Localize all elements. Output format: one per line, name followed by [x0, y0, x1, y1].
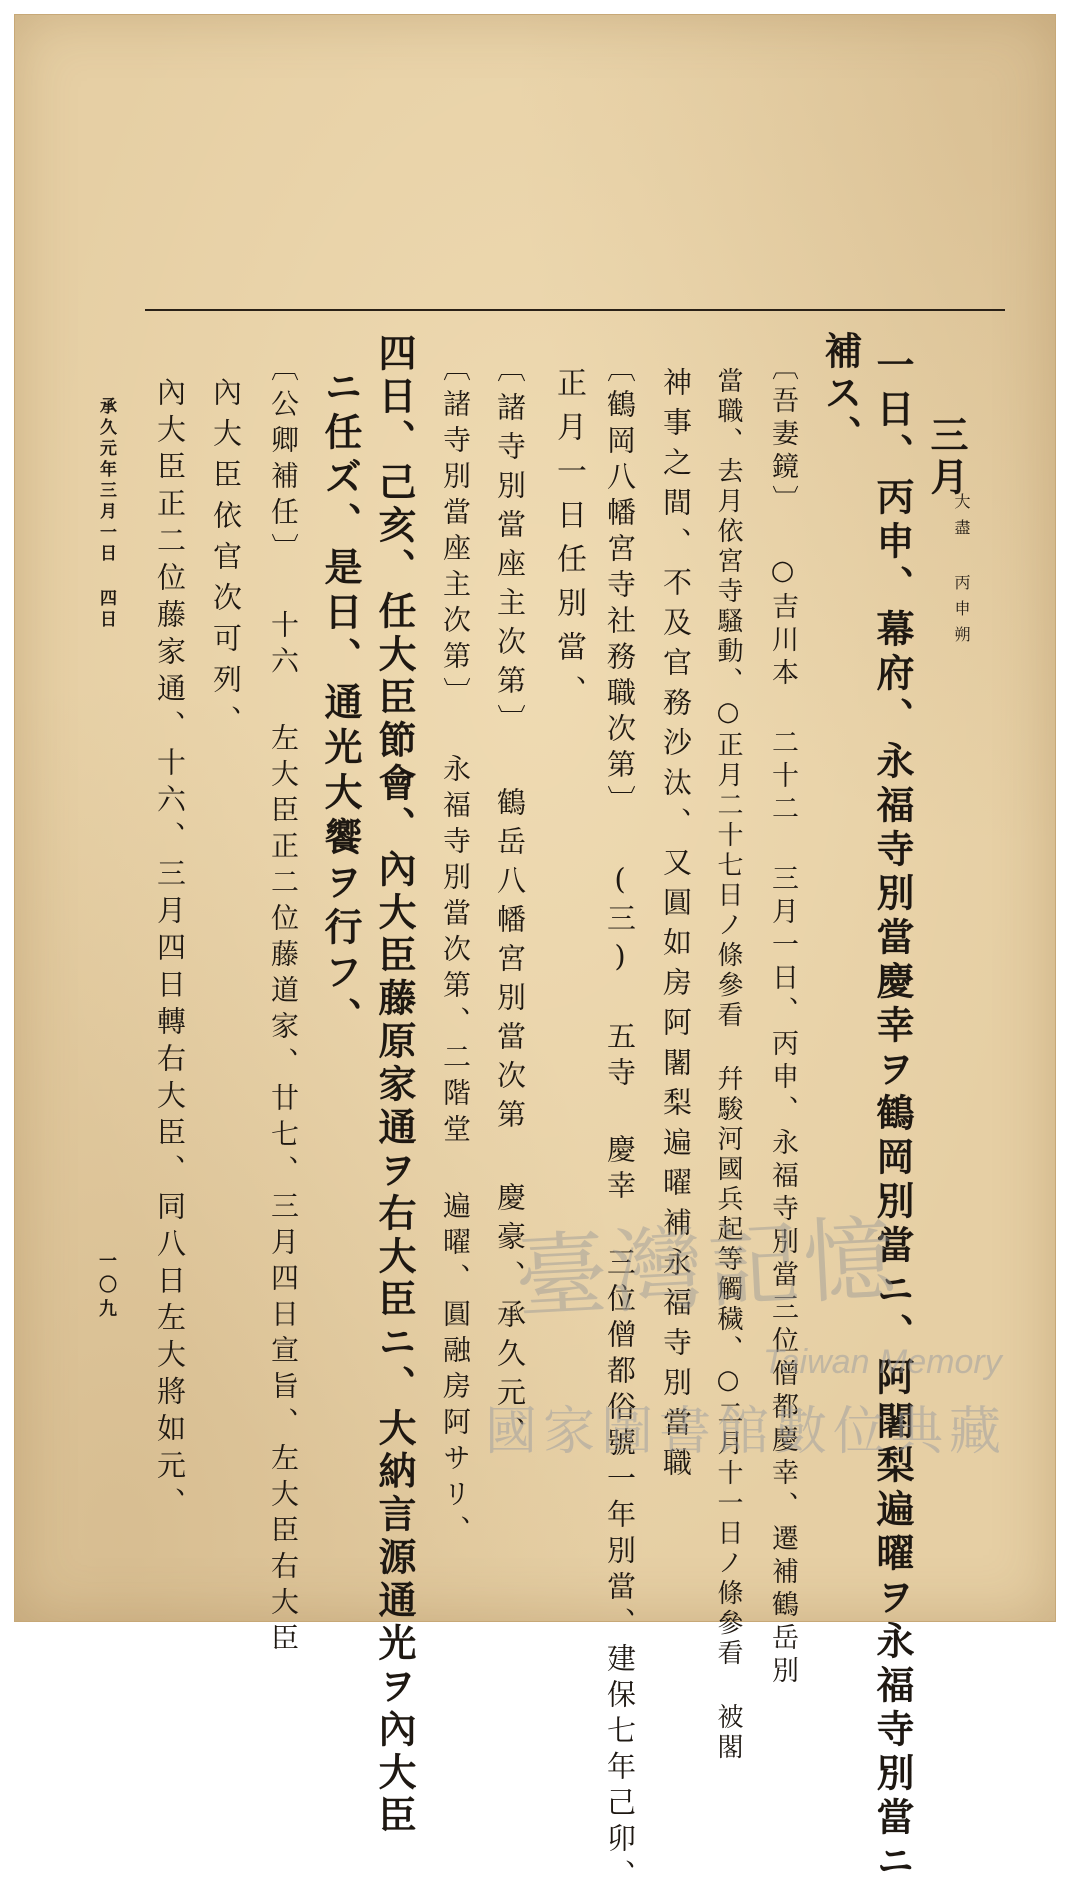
- page-number: 一〇九: [96, 1251, 117, 1323]
- text-column-1: 一日、丙申、幕府、永福寺別當慶幸ヲ鶴岡別當ニ、阿闍梨遍曜ヲ永福寺別當ニ: [870, 345, 915, 1885]
- watermark-english: Taiwan Memory: [763, 1343, 1002, 1381]
- text-column-6: 〔鶴岡八幡宮寺社務職次第〕 (三) 五寺 慶幸 三位僧都俗號一年別當、建保七年己卯、: [603, 353, 637, 1895]
- text-column-3: 〔吾妻鏡〕 ○吉川本 二十二 三月一日、丙申、永福寺別當三位僧都慶幸、遷補鶴岳別: [767, 353, 798, 1689]
- running-head: 承久元年三月一日 四日: [96, 397, 116, 631]
- text-column-10: 四日、己亥、任大臣節會、內大臣藤原家通ヲ右大臣ニ、大納言源通光ヲ內大臣: [372, 333, 417, 1838]
- text-column-14: 內大臣正二位藤家通、十六、三月四日轉右大臣、同八日左大將如元、: [153, 377, 187, 1524]
- text-column-4: 當職、去月依宮寺騷動、○正月二十七日ノ條參看 幷駿河國兵起等觸穢、○二月十一日ノ條參看 被閣: [713, 367, 743, 1763]
- header-rule: [145, 309, 1005, 311]
- text-column-11: ニ任ズ、是日、通光大饗ヲ行フ、: [318, 367, 363, 1042]
- text-column-12: 〔公卿補任〕 十六 左大臣正二位藤道家、廿七、三月四日宣旨、左大臣右大臣: [267, 353, 300, 1659]
- heading-month-note: 大盡 丙申朔: [952, 493, 971, 652]
- text-column-9: 〔諸寺別當座主次第〕 永福寺別當次第、二階堂 遍曜、圓融房阿サリ、: [439, 353, 472, 1551]
- watermark-organization: 國家圖書館數位典藏: [485, 1402, 1008, 1462]
- book-page: [14, 14, 1056, 1895]
- heading-month: 三月: [924, 415, 969, 499]
- text-column-2: 補ス、: [818, 331, 863, 457]
- text-column-7: 正月一日任別當、: [551, 367, 586, 719]
- watermark-calligraphy: 臺灣記憶: [512, 1205, 902, 1332]
- text-column-13: 內大臣依官次可列、: [209, 377, 243, 746]
- text-column-5: 神事之間、不及官務沙汰、又圓如房阿闍梨遍曜補永福寺別當職: [659, 367, 693, 1487]
- text-column-8: 〔諸寺別當座主次第〕 鶴岳八幡宮別當次第 慶豪、承久元、: [493, 353, 527, 1455]
